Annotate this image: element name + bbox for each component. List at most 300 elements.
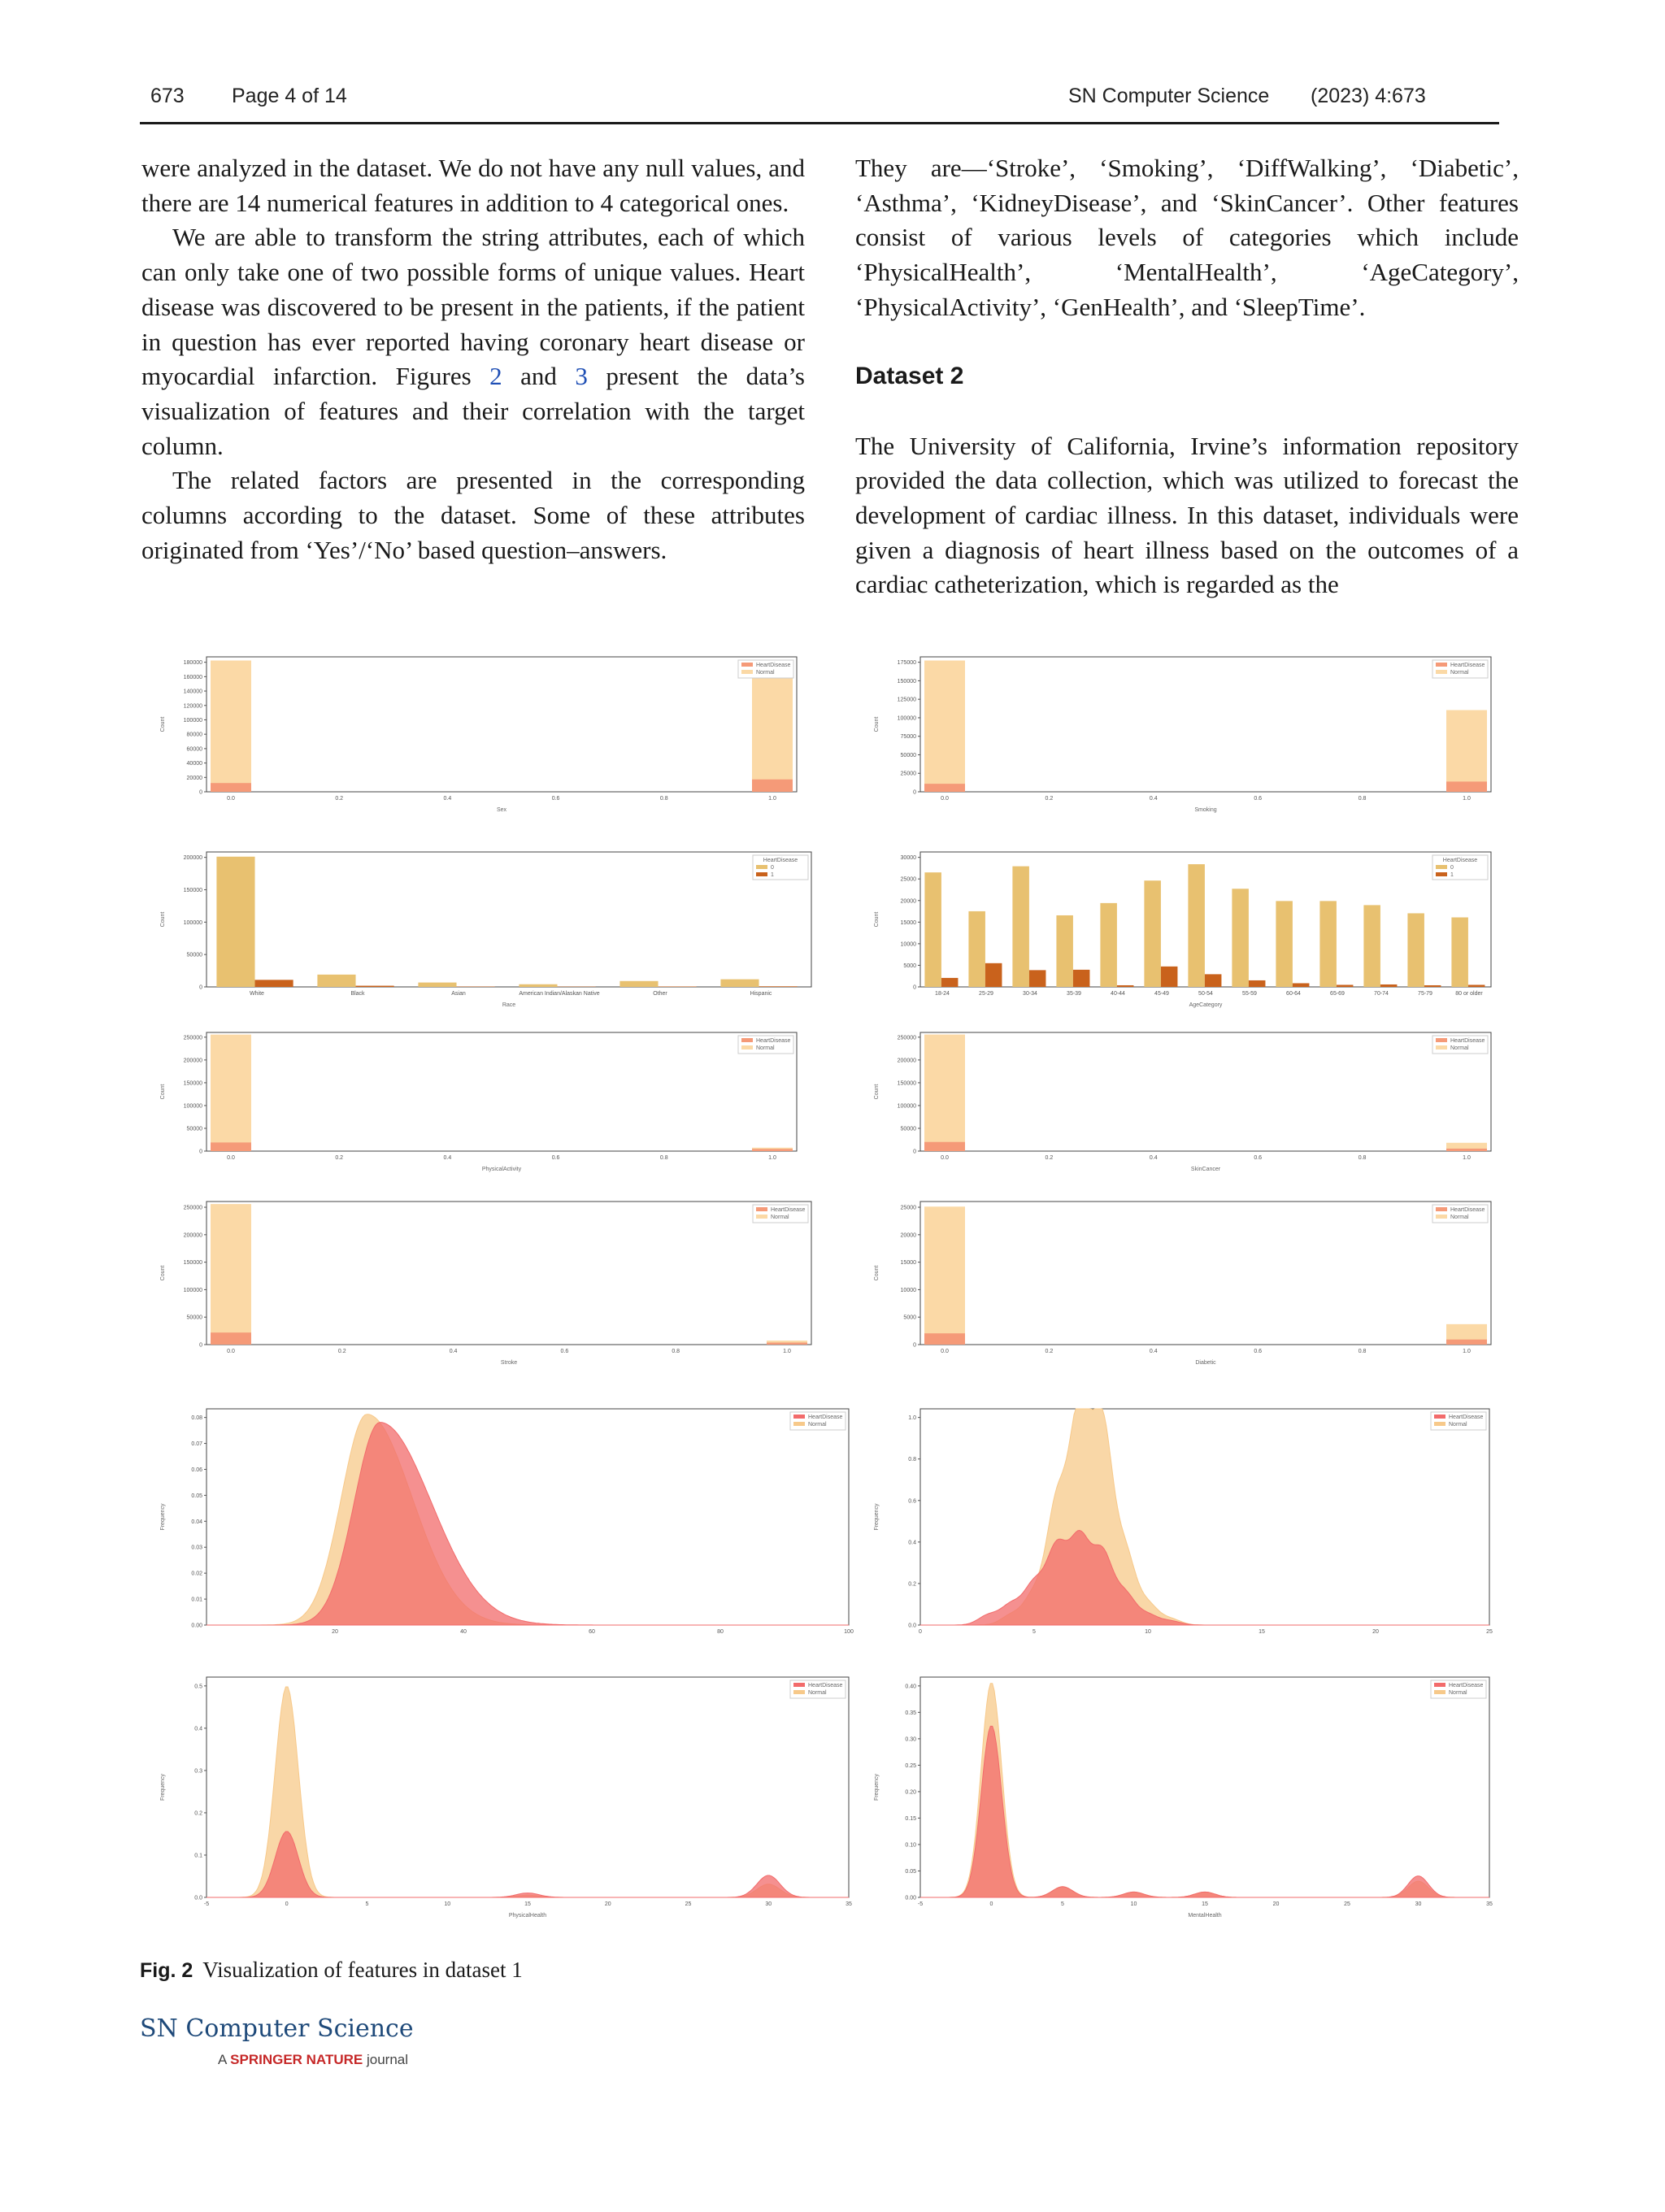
y-tick-label: 150000 <box>183 887 202 893</box>
bar <box>255 980 293 987</box>
bar <box>211 1204 251 1345</box>
legend-swatch <box>1436 663 1447 667</box>
bar <box>211 1142 251 1151</box>
x-tick-label: 5 <box>365 1901 369 1907</box>
y-tick-label: 0.00 <box>905 1895 916 1901</box>
x-tick-label: 45-49 <box>1154 991 1169 997</box>
x-tick-label: 80 <box>717 1629 724 1635</box>
x-axis-label: AgeCategory <box>1189 1002 1223 1008</box>
paragraph: The University of California, Irvine’s information repository provided the data collection, which was utilized to forecast the development of cardiac illness. In this dataset, individuals were given a diagnosis of heart illness based on the outcomes of a cardiac catheterization, which is regarded as the <box>855 431 1519 599</box>
y-tick-label: 100000 <box>183 717 202 724</box>
x-tick-label: 55-59 <box>1242 991 1257 997</box>
section-heading: Dataset 2 <box>855 363 964 390</box>
y-tick-label: 20000 <box>900 898 916 905</box>
x-tick-label: 0.6 <box>560 1349 569 1354</box>
y-tick-label: 0.4 <box>194 1726 202 1732</box>
legend-label: 0 <box>771 865 774 871</box>
legend-swatch <box>756 865 767 869</box>
y-tick-label: 5000 <box>903 1315 916 1321</box>
x-tick-label: 35 <box>846 1901 852 1907</box>
x-tick-label: 10 <box>1145 1629 1151 1635</box>
x-tick-label: 0.4 <box>449 1349 458 1354</box>
y-tick-label: 250000 <box>183 1035 202 1041</box>
y-tick-label: 0.0 <box>908 1623 916 1629</box>
paragraph: The related factors are presented in the corresponding columns according to the dataset. Some of these attributes originated from ‘Yes’/‘No’ based question–answers. <box>141 466 805 564</box>
x-tick-label: 0 <box>989 1901 993 1907</box>
x-tick-label: 0.4 <box>1149 796 1158 802</box>
y-tick-label: 100000 <box>897 715 916 722</box>
x-tick-label: 30-34 <box>1023 991 1037 997</box>
x-tick-label: 0.2 <box>1045 1155 1054 1161</box>
bar <box>985 963 1002 987</box>
y-tick-label: 25000 <box>900 1205 916 1211</box>
x-tick-label: 40 <box>460 1629 467 1635</box>
bar <box>1446 711 1487 792</box>
y-tick-label: 75000 <box>900 734 916 741</box>
bar <box>519 984 557 987</box>
y-tick-label: 25000 <box>900 771 916 777</box>
y-tick-label: 150000 <box>183 1260 202 1267</box>
x-tick-label: 60-64 <box>1286 991 1301 997</box>
y-tick-label: 0.10 <box>905 1842 916 1849</box>
bar <box>1056 915 1073 987</box>
x-tick-label: 0.2 <box>335 1155 344 1161</box>
x-tick-label: 60 <box>589 1629 595 1635</box>
x-axis-label: Stroke <box>500 1360 518 1366</box>
x-tick-label: 100 <box>844 1629 854 1635</box>
x-tick-label: 0.4 <box>443 1155 452 1161</box>
bar <box>1276 901 1293 987</box>
y-tick-label: 200000 <box>183 1058 202 1064</box>
y-tick-label: 175000 <box>897 660 916 667</box>
y-tick-label: 140000 <box>183 689 202 695</box>
bar <box>1380 984 1398 987</box>
legend-label: HeartDisease <box>756 1038 791 1044</box>
legend-label: HeartDisease <box>756 663 791 668</box>
y-tick-label: 0.2 <box>908 1581 916 1588</box>
x-tick-label: 1.0 <box>768 1155 776 1161</box>
legend-swatch <box>1434 1683 1445 1687</box>
legend-swatch <box>756 1215 767 1219</box>
y-tick-label: 150000 <box>897 1080 916 1087</box>
x-tick-label: 0.6 <box>1254 796 1263 802</box>
y-tick-label: 0.30 <box>905 1736 916 1743</box>
y-axis-label: Count <box>160 716 166 732</box>
legend-swatch <box>1434 1690 1445 1694</box>
y-tick-label: 5000 <box>903 963 916 969</box>
y-tick-label: 125000 <box>897 697 916 703</box>
x-tick-label: 75-79 <box>1418 991 1432 997</box>
y-tick-label: 200000 <box>183 1232 202 1239</box>
y-tick-label: 100000 <box>183 919 202 926</box>
y-tick-label: 200000 <box>897 1058 916 1064</box>
x-tick-label: 0.8 <box>672 1349 680 1354</box>
x-tick-label: 15 <box>1202 1901 1208 1907</box>
y-axis-label: Frequency <box>874 1503 880 1531</box>
bar <box>924 872 941 987</box>
paragraph-text: and <box>502 362 576 391</box>
bar <box>1424 985 1441 987</box>
y-tick-label: 15000 <box>900 1260 916 1267</box>
y-tick-label: 250000 <box>897 1035 916 1041</box>
chart-panel-p9 <box>141 1402 857 1646</box>
bar <box>216 857 254 987</box>
x-tick-label: 25 <box>1344 1901 1350 1907</box>
legend-swatch <box>793 1683 805 1687</box>
bar <box>924 1142 965 1151</box>
x-tick-label: 0.2 <box>335 796 344 802</box>
bar <box>1446 1149 1487 1151</box>
plot-area <box>920 1409 1489 1625</box>
y-tick-label: 120000 <box>183 703 202 710</box>
plot-area <box>920 1032 1491 1151</box>
x-tick-label: 25-29 <box>979 991 993 997</box>
y-axis-label: Frequency <box>160 1773 166 1801</box>
x-tick-label: 20 <box>1372 1629 1379 1635</box>
chart-panel-p11 <box>141 1671 857 1919</box>
bar <box>211 1332 251 1345</box>
x-axis-label: Sex <box>496 807 507 813</box>
chart-panel-p2 <box>855 650 1499 813</box>
y-tick-label: 0.5 <box>194 1684 202 1690</box>
plot-area <box>206 1409 849 1625</box>
y-tick-label: 50000 <box>186 952 202 958</box>
y-tick-label: 0.2 <box>194 1810 202 1817</box>
x-tick-label: Hispanic <box>750 991 772 997</box>
bar <box>1232 889 1249 987</box>
legend-label: HeartDisease <box>1450 1207 1485 1213</box>
y-tick-label: 0 <box>913 984 916 991</box>
bar <box>1029 970 1046 987</box>
x-tick-label: 1.0 <box>783 1349 791 1354</box>
bar <box>619 981 658 987</box>
x-tick-label: 0.8 <box>1358 1155 1367 1161</box>
footer-publisher <box>218 2052 408 2068</box>
bar <box>720 980 759 987</box>
bar <box>924 784 965 792</box>
legend-swatch <box>1436 865 1447 869</box>
y-axis-label: Count <box>160 911 166 928</box>
footer-journal: SN Computer Science <box>140 2014 414 2043</box>
x-tick-label: 1.0 <box>1463 1155 1471 1161</box>
chart-svg <box>855 1671 1498 1919</box>
bar <box>1319 901 1337 987</box>
legend-swatch <box>1436 1215 1447 1219</box>
x-axis-label: PhysicalHealth <box>508 1913 547 1919</box>
y-tick-label: 200000 <box>183 855 202 862</box>
legend-swatch <box>1434 1415 1445 1419</box>
chart-panel-p4 <box>855 845 1499 1008</box>
legend-swatch <box>1434 1422 1445 1426</box>
legend-label: HeartDisease <box>808 1683 843 1688</box>
bar <box>924 660 965 792</box>
y-tick-label: 50000 <box>186 1126 202 1132</box>
y-tick-label: 0.04 <box>191 1519 202 1525</box>
x-tick-label: 70-74 <box>1374 991 1389 997</box>
plot-area <box>920 657 1491 792</box>
y-tick-label: 0.25 <box>905 1762 916 1769</box>
y-axis-label: Count <box>874 1265 880 1281</box>
legend-swatch <box>793 1415 805 1419</box>
legend-label: 1 <box>1450 872 1454 878</box>
right-column <box>855 151 1519 602</box>
x-tick-label: 0.0 <box>227 1155 235 1161</box>
y-tick-label: 0.07 <box>191 1441 202 1448</box>
chart-panel-p10 <box>855 1402 1498 1646</box>
legend-label: Normal <box>1450 670 1469 676</box>
x-axis-label: Smoking <box>1194 807 1217 813</box>
bar <box>1100 903 1117 987</box>
x-axis-label: PhysicalActivity <box>481 1167 522 1172</box>
legend-label: HeartDisease <box>1449 1683 1484 1688</box>
bar <box>211 1035 251 1151</box>
chart-svg <box>141 845 819 1008</box>
bar <box>924 1206 965 1345</box>
y-tick-label: 10000 <box>900 941 916 948</box>
legend-label: HeartDisease <box>1449 1415 1484 1420</box>
bar <box>759 986 798 987</box>
legend-label: HeartDisease <box>1450 1038 1485 1044</box>
x-tick-label: 0.8 <box>1358 796 1367 802</box>
legend-swatch <box>741 1038 753 1042</box>
plot-area <box>206 1202 811 1345</box>
y-axis-label: Count <box>160 1265 166 1281</box>
legend-label: Normal <box>808 1690 827 1696</box>
y-tick-label: 0 <box>199 984 202 991</box>
chart-svg <box>141 1402 857 1646</box>
legend-label: HeartDisease <box>1450 663 1485 668</box>
paragraph-text: present the data’s visualization of features and their correlation with the target column. <box>141 362 805 460</box>
legend-swatch <box>793 1422 805 1426</box>
x-tick-label: 0.4 <box>1149 1155 1158 1161</box>
bar <box>1446 781 1487 792</box>
chart-panel-p7 <box>141 1195 819 1366</box>
plot-area <box>920 852 1491 987</box>
x-tick-label: Black <box>350 991 365 997</box>
legend-swatch <box>1436 1045 1447 1050</box>
chart-panel-p1 <box>141 650 805 813</box>
x-tick-label: 0.2 <box>1045 796 1054 802</box>
y-axis-label: Count <box>874 716 880 732</box>
bar <box>418 983 456 987</box>
y-tick-label: 20000 <box>900 1232 916 1239</box>
y-tick-label: 60000 <box>186 746 202 753</box>
bar <box>752 1149 793 1151</box>
x-tick-label: -5 <box>917 1901 924 1907</box>
x-tick-label: 0.6 <box>551 796 560 802</box>
bar <box>659 986 697 987</box>
plot-area <box>206 852 811 987</box>
x-tick-label: 1.0 <box>1463 1349 1471 1354</box>
y-tick-label: 15000 <box>900 919 916 926</box>
chart-panel-p3 <box>141 845 819 1008</box>
x-tick-label: American Indian/Alaskan Native <box>519 991 600 997</box>
x-tick-label: 15 <box>1259 1629 1265 1635</box>
x-axis-label: SkinCancer <box>1190 1167 1221 1172</box>
bar <box>211 783 251 792</box>
x-tick-label: 40-44 <box>1111 991 1125 997</box>
x-axis-label: MentalHealth <box>1188 1913 1222 1919</box>
bar <box>1144 880 1161 987</box>
y-tick-label: 0.05 <box>191 1493 202 1499</box>
plot-area <box>206 1032 797 1151</box>
chart-panel-p8 <box>855 1195 1499 1366</box>
x-tick-label: White <box>250 991 264 997</box>
bar <box>1293 983 1310 987</box>
x-tick-label: -5 <box>203 1901 210 1907</box>
legend-swatch <box>756 1207 767 1211</box>
y-tick-label: 0.8 <box>908 1457 916 1463</box>
chart-panel-p12 <box>855 1671 1498 1919</box>
y-tick-label: 0.1 <box>194 1853 202 1859</box>
legend-label: Normal <box>1450 1215 1469 1220</box>
bar <box>968 911 985 987</box>
x-tick-label: 0 <box>285 1901 289 1907</box>
caption-label: Fig. 2 <box>140 1959 193 1982</box>
bar <box>1249 980 1266 987</box>
legend-swatch <box>1436 872 1447 876</box>
y-tick-label: 0 <box>199 1342 202 1349</box>
y-tick-label: 0 <box>913 789 916 796</box>
y-tick-label: 0.20 <box>905 1789 916 1796</box>
y-tick-label: 40000 <box>186 761 202 767</box>
x-tick-label: 0.0 <box>941 796 949 802</box>
plot-area <box>920 1202 1491 1345</box>
bar <box>1407 913 1424 987</box>
bar <box>1337 984 1354 987</box>
legend-title: HeartDisease <box>763 858 798 863</box>
figure-link[interactable]: 3 <box>575 362 588 391</box>
plot-area <box>206 657 797 792</box>
chart-svg <box>141 1026 805 1172</box>
chart-panel-p6 <box>855 1026 1499 1172</box>
citation: (2023) 4:673 <box>1311 85 1426 107</box>
y-tick-label: 80000 <box>186 732 202 738</box>
bar <box>924 1035 965 1151</box>
chart-svg <box>141 1195 819 1366</box>
legend-swatch <box>793 1690 805 1694</box>
y-tick-label: 0.6 <box>908 1498 916 1505</box>
x-tick-label: 5 <box>1061 1901 1064 1907</box>
y-tick-label: 0.4 <box>908 1540 916 1546</box>
y-tick-label: 100000 <box>897 1103 916 1110</box>
y-tick-label: 0.02 <box>191 1571 202 1577</box>
chart-svg <box>141 1671 857 1919</box>
chart-svg <box>141 650 805 813</box>
figure-caption <box>140 1958 523 1983</box>
chart-svg <box>855 650 1499 813</box>
y-tick-label: 100000 <box>183 1103 202 1110</box>
x-tick-label: 0.0 <box>227 1349 235 1354</box>
y-tick-label: 50000 <box>900 1126 916 1132</box>
y-tick-label: 50000 <box>900 752 916 758</box>
legend-swatch <box>741 663 753 667</box>
bar <box>1188 864 1205 987</box>
y-tick-label: 0.0 <box>194 1895 202 1901</box>
x-tick-label: 25 <box>1486 1629 1493 1635</box>
bar <box>1363 905 1380 987</box>
x-tick-label: 1.0 <box>1463 796 1471 802</box>
x-tick-label: 0 <box>919 1629 922 1635</box>
chart-svg <box>855 1195 1499 1366</box>
paragraph: were analyzed in the dataset. We do not have any null values, and there are 14 numerical features in addition to 4 categorical ones. <box>141 154 805 217</box>
x-tick-label: Other <box>653 991 667 997</box>
x-tick-label: 0.4 <box>1149 1349 1158 1354</box>
x-tick-label: 0.8 <box>659 1155 668 1161</box>
bar <box>1468 984 1485 987</box>
left-column <box>141 151 805 567</box>
y-tick-label: 0 <box>199 1149 202 1155</box>
legend-label: 0 <box>1450 865 1454 871</box>
bar <box>1117 985 1134 987</box>
bar <box>1446 1340 1487 1345</box>
x-tick-label: 0.6 <box>551 1155 560 1161</box>
x-tick-label: 0.0 <box>227 796 235 802</box>
y-tick-label: 20000 <box>186 775 202 781</box>
x-tick-label: 30 <box>765 1901 772 1907</box>
bar <box>924 1333 965 1345</box>
legend-label: Normal <box>808 1422 827 1428</box>
y-tick-label: 0.05 <box>905 1868 916 1875</box>
y-tick-label: 0.06 <box>191 1467 202 1473</box>
x-tick-label: 80 or older <box>1455 991 1483 997</box>
y-tick-label: 0.03 <box>191 1545 202 1551</box>
legend-label: Normal <box>771 1215 789 1220</box>
y-tick-label: 0.00 <box>191 1623 202 1629</box>
figure-link[interactable]: 2 <box>489 362 502 391</box>
x-tick-label: 0.6 <box>1254 1155 1263 1161</box>
legend-label: HeartDisease <box>771 1207 806 1213</box>
y-tick-label: 50000 <box>186 1315 202 1321</box>
y-tick-label: 1.0 <box>908 1415 916 1422</box>
legend-label: Normal <box>756 1045 775 1051</box>
legend-label: Normal <box>1449 1422 1467 1428</box>
y-tick-label: 150000 <box>897 678 916 684</box>
x-tick-label: 0.4 <box>443 796 452 802</box>
x-tick-label: 65-69 <box>1330 991 1345 997</box>
chart-panel-p5 <box>141 1026 805 1172</box>
chart-svg <box>855 1026 1499 1172</box>
x-tick-label: 35-39 <box>1067 991 1081 997</box>
y-tick-label: 0.40 <box>905 1684 916 1690</box>
y-axis-label: Frequency <box>874 1773 880 1801</box>
x-axis-label: Diabetic <box>1195 1360 1216 1366</box>
paragraph <box>141 220 805 463</box>
legend-swatch <box>1436 1207 1447 1211</box>
journal-name: SN Computer Science <box>1068 85 1270 107</box>
legend-label: Normal <box>756 670 775 676</box>
x-tick-label: 20 <box>332 1629 338 1635</box>
y-tick-label: 10000 <box>900 1287 916 1293</box>
y-tick-label: 25000 <box>900 876 916 883</box>
legend-swatch <box>741 670 753 674</box>
x-tick-label: 0.2 <box>1045 1349 1054 1354</box>
legend-label: Normal <box>1449 1690 1467 1696</box>
legend-swatch <box>741 1045 753 1050</box>
y-tick-label: 100000 <box>183 1287 202 1293</box>
bar <box>211 660 251 792</box>
x-tick-label: 15 <box>524 1901 531 1907</box>
x-axis-label: Race <box>502 1002 516 1008</box>
legend-swatch <box>756 872 767 876</box>
x-tick-label: 20 <box>1272 1901 1280 1907</box>
bar <box>1161 967 1178 987</box>
footer-suffix: journal <box>366 2052 409 2067</box>
springer-nature-logo: SPRINGER NATURE <box>230 2052 363 2067</box>
y-tick-label: 0 <box>913 1342 916 1349</box>
x-tick-label: 0.0 <box>941 1155 949 1161</box>
legend-swatch <box>1436 670 1447 674</box>
